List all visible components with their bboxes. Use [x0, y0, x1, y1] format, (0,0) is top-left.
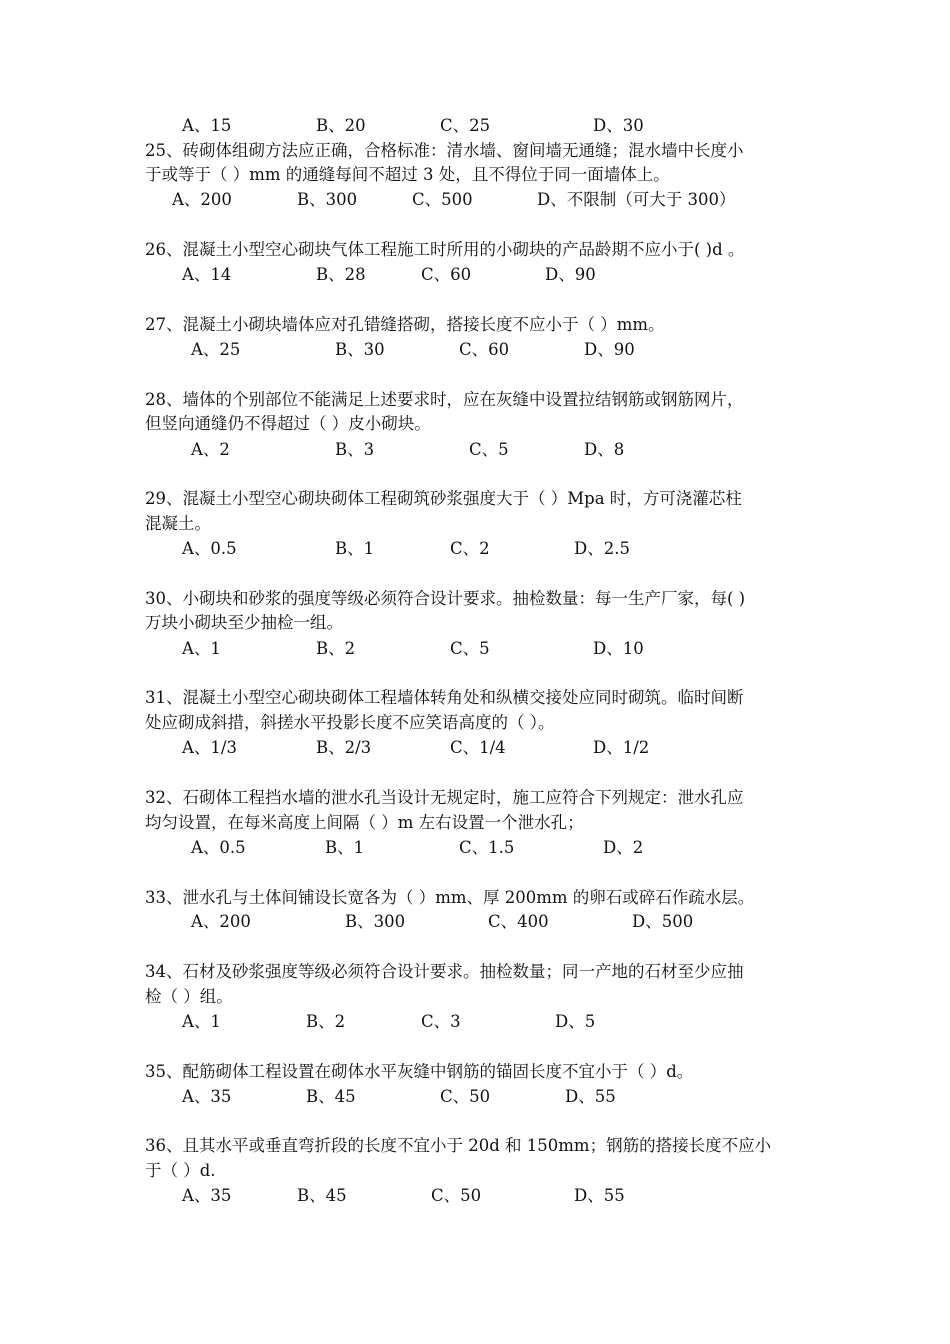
- question-text-line-1: 32、石砌体工程挡水墙的泄水孔当设计无规定时，施工应符合下列规定：泄水孔应: [145, 788, 744, 807]
- option-a: A、14: [182, 265, 232, 284]
- option-d: D、1/2: [593, 738, 650, 757]
- question-text-line-2: 混凝土。: [145, 514, 211, 533]
- option-d: D、500: [632, 912, 694, 931]
- option-c: C、50: [440, 1087, 491, 1106]
- option-a: A、2: [191, 440, 230, 459]
- question-text-line-2: 处应砌成斜措，斜搓水平投影长度不应笑语高度的（ ）。: [145, 713, 555, 732]
- option-b: B、30: [335, 340, 385, 359]
- option-b: B、20: [316, 116, 366, 135]
- option-a: A、0.5: [182, 539, 237, 558]
- question-text-line-1: 33、泄水孔与土体间铺设长宽各为（ ）mm、厚 200mm 的卵石或碎石作疏水层。: [145, 888, 755, 907]
- option-d: D、8: [584, 440, 625, 459]
- question-text-line-2: 检（ ）组。: [145, 987, 233, 1006]
- option-c: C、60: [459, 340, 510, 359]
- option-b: B、1: [325, 838, 365, 857]
- option-c: C、25: [440, 116, 491, 135]
- option-d: D、90: [584, 340, 635, 359]
- question-text-line-1: 36、且其水平或垂直弯折段的长度不宜小于 20d 和 150mm；钢筋的搭接长度不应小: [145, 1136, 772, 1155]
- question-text-line-1: 35、配筋砌体工程设置在砌体水平灰缝中钢筋的锚固长度不宜小于（ ）d。: [145, 1062, 694, 1081]
- option-a: A、1: [182, 639, 221, 658]
- option-d: D、2: [603, 838, 644, 857]
- option-b: B、300: [345, 912, 406, 931]
- option-b: B、45: [297, 1186, 347, 1205]
- option-c: C、2: [450, 539, 490, 558]
- option-b: B、45: [306, 1087, 356, 1106]
- option-b: B、2: [306, 1012, 346, 1031]
- option-b: B、2/3: [316, 738, 372, 757]
- option-c: C、3: [421, 1012, 461, 1031]
- option-d: D、55: [565, 1087, 616, 1106]
- option-c: C、1.5: [459, 838, 515, 857]
- question-text-line-2: 于（ ）d.: [145, 1161, 216, 1180]
- option-d: D、90: [545, 265, 596, 284]
- option-a: A、1: [182, 1012, 221, 1031]
- question-text-line-1: 31、混凝土小型空心砌块砌体工程墙体转角处和纵横交接处应同时砌筑。临时间断: [145, 688, 744, 707]
- option-d: D、不限制（可大于 300）: [537, 190, 736, 209]
- option-b: B、3: [335, 440, 375, 459]
- option-d: D、30: [593, 116, 644, 135]
- option-a: A、200: [172, 190, 232, 209]
- option-d: D、5: [555, 1012, 596, 1031]
- question-text-line-1: 34、石材及砂浆强度等级必须符合设计要求。抽检数量；同一产地的石材至少应抽: [145, 962, 744, 981]
- question-text-line-1: 29、混凝土小型空心砌块砌体工程砌筑砂浆强度大于（ ）Mpa 时，方可浇灌芯柱: [145, 489, 742, 508]
- option-a: A、35: [182, 1186, 232, 1205]
- question-text-line-1: 30、小砌块和砂浆的强度等级必须符合设计要求。抽检数量：每一生产厂家，每( ): [145, 589, 746, 608]
- option-a: A、15: [182, 116, 232, 135]
- option-d: D、10: [593, 639, 644, 658]
- option-c: C、1/4: [450, 738, 506, 757]
- option-a: A、200: [191, 912, 251, 931]
- option-d: D、55: [574, 1186, 625, 1205]
- option-c: C、500: [412, 190, 473, 209]
- question-text-line-1: 27、混凝土小砌块墙体应对孔错缝搭砌，搭接长度不应小于（ ）mm。: [145, 315, 665, 334]
- option-c: C、5: [469, 440, 509, 459]
- question-text-line-1: 28、墙体的个别部位不能满足上述要求时，应在灰缝中设置拉结钢筋或钢筋网片，: [145, 390, 744, 409]
- option-c: C、60: [421, 265, 472, 284]
- option-b: B、300: [297, 190, 358, 209]
- option-c: C、400: [488, 912, 549, 931]
- question-text-line-1: 25、砖砌体组砌方法应正确，合格标准：清水墙、窗间墙无通缝；混水墙中长度小: [145, 141, 744, 160]
- question-text-line-2: 均匀设置，在每米高度上间隔（ ）m 左右设置一个泄水孔；: [145, 813, 584, 832]
- question-text-line-2: 但竖向通缝仍不得超过（ ）皮小砌块。: [145, 414, 431, 433]
- question-text-line-2: 于或等于（ ）mm 的通缝每间不超过 3 处，且不得位于同一面墙体上。: [145, 165, 670, 184]
- option-c: C、50: [431, 1186, 482, 1205]
- option-a: A、1/3: [182, 738, 237, 757]
- option-d: D、2.5: [574, 539, 630, 558]
- option-b: B、2: [316, 639, 356, 658]
- option-c: C、5: [450, 639, 490, 658]
- question-text-line-1: 26、混凝土小型空心砌块气体工程施工时所用的小砌块的产品龄期不应小于( )d 。: [145, 240, 745, 259]
- option-b: B、28: [316, 265, 366, 284]
- option-b: B、1: [335, 539, 375, 558]
- question-text-line-2: 万块小砌块至少抽检一组。: [145, 613, 343, 632]
- option-a: A、25: [191, 340, 241, 359]
- option-a: A、35: [182, 1087, 232, 1106]
- option-a: A、0.5: [191, 838, 246, 857]
